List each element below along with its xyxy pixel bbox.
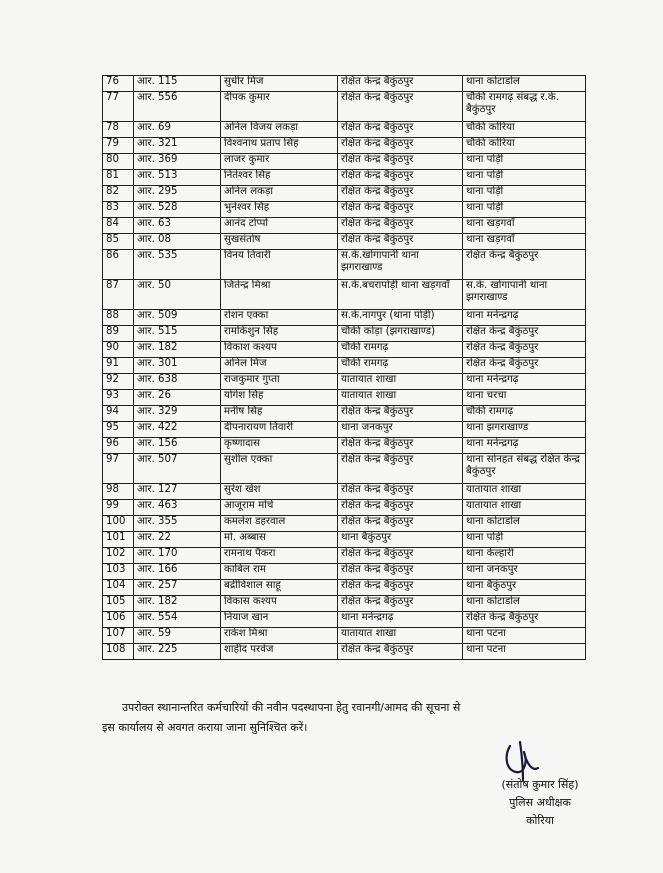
posted-to-cell: थाना मनेन्द्रगढ़ (463, 374, 586, 390)
employee-name-cell: नियाज खान (221, 612, 338, 628)
table-row (103, 218, 586, 234)
posted-to-cell: थाना पोड़ी (463, 170, 586, 186)
posted-from-cell: स.के.नागपुर (थाना पोड़ी) (338, 310, 463, 326)
posted-to-cell: थाना कोटाडोल (463, 76, 586, 92)
badge-number-cell: आर. 182 (134, 342, 221, 358)
badge-number-cell: आर. 156 (134, 438, 221, 454)
posted-from-cell: यातायात शाखा (338, 374, 463, 390)
serial-number-cell: 93 (103, 390, 134, 406)
serial-number-cell: 86 (103, 250, 134, 280)
employee-name-cell: बद्रीविशाल साहू (221, 580, 338, 596)
posted-from-cell: रक्षित केन्द्र बैकुंठपुर (338, 138, 463, 154)
table-row (103, 250, 586, 280)
serial-number-cell: 77 (103, 92, 134, 122)
employee-name-cell: आजूराम मोर्चे (221, 500, 338, 516)
posted-to-cell: चौकी कोरिया (463, 122, 586, 138)
serial-number-cell: 92 (103, 374, 134, 390)
posted-from-cell: रक्षित केन्द्र बैकुंठपुर (338, 454, 463, 484)
employee-name-cell: विश्वनाथ प्रताप सिंह (221, 138, 338, 154)
posted-from-cell: रक्षित केन्द्र बैकुंठपुर (338, 516, 463, 532)
posted-from-cell: रक्षित केन्द्र बैकुंठपुर (338, 564, 463, 580)
employee-name-cell: शाहीद परवेज (221, 644, 338, 660)
badge-number-cell: आर. 225 (134, 644, 221, 660)
serial-number-cell: 76 (103, 76, 134, 92)
table-row (103, 500, 586, 516)
transfer-table (102, 75, 586, 660)
serial-number-cell: 98 (103, 484, 134, 500)
posted-from-cell: रक्षित केन्द्र बैकुंठपुर (338, 122, 463, 138)
serial-number-cell: 104 (103, 580, 134, 596)
posted-to-cell: चौकी रामगढ़ संबद्ध र.के. बैकुंठपुर (463, 92, 586, 122)
serial-number-cell: 90 (103, 342, 134, 358)
table-row (103, 170, 586, 186)
table-row (103, 548, 586, 564)
table-row (103, 374, 586, 390)
table-row (103, 644, 586, 660)
posted-from-cell: रक्षित केन्द्र बैकुंठपुर (338, 580, 463, 596)
posted-from-cell: रक्षित केन्द्र बैकुंठपुर (338, 500, 463, 516)
employee-name-cell: कमलेश डहरवाल (221, 516, 338, 532)
posted-to-cell: रक्षित केन्द्र बैकुंठपुर (463, 358, 586, 374)
table-row (103, 310, 586, 326)
badge-number-cell: आर. 26 (134, 390, 221, 406)
serial-number-cell: 103 (103, 564, 134, 580)
posted-to-cell: थाना पटना (463, 644, 586, 660)
posted-from-cell: थाना बैकुंठपुर (338, 532, 463, 548)
badge-number-cell: आर. 329 (134, 406, 221, 422)
posted-from-cell: रक्षित केन्द्र बैकुंठपुर (338, 438, 463, 454)
badge-number-cell: आर. 321 (134, 138, 221, 154)
employee-name-cell: दीपनारायण तिवारी (221, 422, 338, 438)
serial-number-cell: 107 (103, 628, 134, 644)
badge-number-cell: आर. 59 (134, 628, 221, 644)
posted-to-cell: रक्षित केन्द्र बैकुंठपुर (463, 612, 586, 628)
badge-number-cell: आर. 166 (134, 564, 221, 580)
posted-from-cell: रक्षित केन्द्र बैकुंठपुर (338, 596, 463, 612)
posted-to-cell: थाना सोनहत संबद्ध रक्षित केन्द्र बैकुंठपुर (463, 454, 586, 484)
employee-name-cell: सुधीर मिंज (221, 76, 338, 92)
posted-from-cell: थाना जनकपुर (338, 422, 463, 438)
serial-number-cell: 85 (103, 234, 134, 250)
posted-from-cell: रक्षित केन्द्र बैकुंठपुर (338, 186, 463, 202)
table-row (103, 202, 586, 218)
posted-to-cell: थाना खड़गवाँ (463, 234, 586, 250)
serial-number-cell: 78 (103, 122, 134, 138)
table-row (103, 390, 586, 406)
badge-number-cell: आर. 63 (134, 218, 221, 234)
badge-number-cell: आर. 257 (134, 580, 221, 596)
posted-from-cell: रक्षित केन्द्र बैकुंठपुर (338, 76, 463, 92)
employee-name-cell: रामनाथ पैकरा (221, 548, 338, 564)
table-row (103, 326, 586, 342)
table-row (103, 532, 586, 548)
serial-number-cell: 91 (103, 358, 134, 374)
posted-from-cell: यातायात शाखा (338, 390, 463, 406)
serial-number-cell: 82 (103, 186, 134, 202)
serial-number-cell: 89 (103, 326, 134, 342)
employee-name-cell: अनिल विजय लकड़ा (221, 122, 338, 138)
employee-name-cell: मो. अब्बास (221, 532, 338, 548)
employee-name-cell: रोशन एक्का (221, 310, 338, 326)
serial-number-cell: 88 (103, 310, 134, 326)
posted-from-cell: रक्षित केन्द्र बैकुंठपुर (338, 218, 463, 234)
employee-name-cell: मनीष सिंह (221, 406, 338, 422)
employee-name-cell: लाजर कुमार (221, 154, 338, 170)
serial-number-cell: 95 (103, 422, 134, 438)
table-row (103, 92, 586, 122)
serial-number-cell: 106 (103, 612, 134, 628)
table-row (103, 484, 586, 500)
signatory-designation: पुलिस अधीक्षक (509, 796, 571, 809)
footer-note (102, 698, 602, 738)
badge-number-cell: आर. 528 (134, 202, 221, 218)
posted-to-cell: यातायात शाखा (463, 484, 586, 500)
table-row (103, 580, 586, 596)
badge-number-cell: आर. 301 (134, 358, 221, 374)
employee-name-cell: विकास कश्यप (221, 596, 338, 612)
table-row (103, 122, 586, 138)
serial-number-cell: 79 (103, 138, 134, 154)
employee-name-cell: कृष्णादास (221, 438, 338, 454)
serial-number-cell: 96 (103, 438, 134, 454)
employee-name-cell: आनंद टोप्पो (221, 218, 338, 234)
serial-number-cell: 100 (103, 516, 134, 532)
posted-from-cell: चौकी कोड़ा (झगराखाण्ड) (338, 326, 463, 342)
employee-name-cell: भुनेश्वर सिंह (221, 202, 338, 218)
posted-to-cell: थाना पटना (463, 628, 586, 644)
badge-number-cell: आर. 638 (134, 374, 221, 390)
serial-number-cell: 94 (103, 406, 134, 422)
posted-to-cell: चौकी कोरिया (463, 138, 586, 154)
transfer-table-body (103, 76, 586, 660)
employee-name-cell: रामकिशुन सिंह (221, 326, 338, 342)
posted-from-cell: स.के.बचरापोड़ी थाना खड़गवाँ (338, 280, 463, 310)
posted-from-cell: रक्षित केन्द्र बैकुंठपुर (338, 92, 463, 122)
posted-from-cell: रक्षित केन्द्र बैकुंठपुर (338, 406, 463, 422)
posted-from-cell: चौकी रामगढ़ (338, 358, 463, 374)
posted-to-cell: थाना मनेन्द्रगढ़ (463, 310, 586, 326)
employee-name-cell: विकाश कश्यप (221, 342, 338, 358)
signature-block (470, 776, 610, 830)
badge-number-cell: आर. 295 (134, 186, 221, 202)
badge-number-cell: आर. 507 (134, 454, 221, 484)
serial-number-cell: 101 (103, 532, 134, 548)
table-row (103, 358, 586, 374)
posted-from-cell: रक्षित केन्द्र बैकुंठपुर (338, 548, 463, 564)
badge-number-cell: आर. 369 (134, 154, 221, 170)
employee-name-cell: सुरेश खेश (221, 484, 338, 500)
serial-number-cell: 81 (103, 170, 134, 186)
employee-name-cell: नितेश्वर सिंह (221, 170, 338, 186)
posted-to-cell: रक्षित केन्द्र बैकुंठपुर (463, 342, 586, 358)
table-row (103, 342, 586, 358)
badge-number-cell: आर. 127 (134, 484, 221, 500)
serial-number-cell: 87 (103, 280, 134, 310)
employee-name-cell: काबिल राम (221, 564, 338, 580)
employee-name-cell: योगेश सिंह (221, 390, 338, 406)
table-row (103, 564, 586, 580)
posted-to-cell: थाना पोड़ी (463, 532, 586, 548)
posted-to-cell: रक्षित केन्द्र बैकुंठपुर (463, 250, 586, 280)
posted-to-cell: थाना झगराखाण्ड (463, 422, 586, 438)
table-row (103, 628, 586, 644)
table-row (103, 76, 586, 92)
employee-name-cell: विनय तिवारी (221, 250, 338, 280)
posted-to-cell: थाना पोड़ी (463, 154, 586, 170)
signatory-name: (संतोष कुमार सिंह) (501, 778, 579, 791)
posted-from-cell: रक्षित केन्द्र बैकुंठपुर (338, 484, 463, 500)
table-row (103, 234, 586, 250)
badge-number-cell: आर. 513 (134, 170, 221, 186)
employee-name-cell: अनिल लकड़ा (221, 186, 338, 202)
badge-number-cell: आर. 554 (134, 612, 221, 628)
posted-to-cell: थाना बैकुंठपुर (463, 580, 586, 596)
table-row (103, 454, 586, 484)
employee-name-cell: राजकुमार गुप्ता (221, 374, 338, 390)
employee-name-cell: जितेन्द्र मिश्रा (221, 280, 338, 310)
posted-from-cell: रक्षित केन्द्र बैकुंठपुर (338, 644, 463, 660)
signatory-district: कोरिया (526, 814, 554, 827)
serial-number-cell: 108 (103, 644, 134, 660)
posted-to-cell: थाना केल्हारी (463, 548, 586, 564)
badge-number-cell: आर. 50 (134, 280, 221, 310)
employee-name-cell: सुशील एक्का (221, 454, 338, 484)
posted-to-cell: थाना चरचा (463, 390, 586, 406)
badge-number-cell: आर. 515 (134, 326, 221, 342)
table-row (103, 280, 586, 310)
serial-number-cell: 105 (103, 596, 134, 612)
table-row (103, 438, 586, 454)
table-row (103, 154, 586, 170)
employee-name-cell: सुखसंतोष (221, 234, 338, 250)
badge-number-cell: आर. 08 (134, 234, 221, 250)
posted-to-cell: थाना खड़गवाँ (463, 218, 586, 234)
table-row (103, 596, 586, 612)
badge-number-cell: आर. 22 (134, 532, 221, 548)
posted-from-cell: यातायात शाखा (338, 628, 463, 644)
posted-to-cell: स.के. खोंगापानी थाना झगराखाण्ड (463, 280, 586, 310)
posted-to-cell: थाना पोड़ी (463, 202, 586, 218)
posted-to-cell: थाना कोटाडोल (463, 596, 586, 612)
table-row (103, 186, 586, 202)
posted-to-cell: रक्षित केन्द्र बैकुंठपुर (463, 326, 586, 342)
badge-number-cell: आर. 170 (134, 548, 221, 564)
table-row (103, 138, 586, 154)
badge-number-cell: आर. 535 (134, 250, 221, 280)
posted-to-cell: थाना मनेन्द्रगढ़ (463, 438, 586, 454)
serial-number-cell: 80 (103, 154, 134, 170)
employee-name-cell: दीपक कुमार (221, 92, 338, 122)
badge-number-cell: आर. 355 (134, 516, 221, 532)
posted-to-cell: यातायात शाखा (463, 500, 586, 516)
posted-from-cell: रक्षित केन्द्र बैकुंठपुर (338, 234, 463, 250)
table-row (103, 516, 586, 532)
table-row (103, 406, 586, 422)
posted-from-cell: रक्षित केन्द्र बैकुंठपुर (338, 202, 463, 218)
serial-number-cell: 99 (103, 500, 134, 516)
employee-name-cell: अनिल मिंज (221, 358, 338, 374)
posted-from-cell: चौकी रामगढ़ (338, 342, 463, 358)
badge-number-cell: आर. 115 (134, 76, 221, 92)
badge-number-cell: आर. 463 (134, 500, 221, 516)
serial-number-cell: 83 (103, 202, 134, 218)
footer-line-2: इस कार्यालय से अवगत कराया जाना सुनिश्चित करें। (102, 721, 308, 734)
employee-name-cell: राकेश मिश्रा (221, 628, 338, 644)
posted-to-cell: थाना कोटाडोल (463, 516, 586, 532)
footer-line-1: उपरोक्त स्थानान्तरित कर्मचारियों की नवीन पदस्थापना हेतु रवानगी/आमद की सूचना से (122, 701, 461, 714)
posted-from-cell: थाना मनेन्द्रगढ़ (338, 612, 463, 628)
badge-number-cell: आर. 182 (134, 596, 221, 612)
posted-from-cell: रक्षित केन्द्र बैकुंठपुर (338, 154, 463, 170)
table-row (103, 612, 586, 628)
serial-number-cell: 97 (103, 454, 134, 484)
badge-number-cell: आर. 69 (134, 122, 221, 138)
badge-number-cell: आर. 422 (134, 422, 221, 438)
badge-number-cell: आर. 556 (134, 92, 221, 122)
posted-to-cell: थाना जनकपुर (463, 564, 586, 580)
posted-to-cell: थाना पोड़ी (463, 186, 586, 202)
serial-number-cell: 102 (103, 548, 134, 564)
badge-number-cell: आर. 509 (134, 310, 221, 326)
posted-from-cell: रक्षित केन्द्र बैकुंठपुर (338, 170, 463, 186)
posted-from-cell: स.के.खोंगापानी थाना झगराखाण्ड (338, 250, 463, 280)
serial-number-cell: 84 (103, 218, 134, 234)
table-row (103, 422, 586, 438)
posted-to-cell: चौकी रामगढ़ (463, 406, 586, 422)
